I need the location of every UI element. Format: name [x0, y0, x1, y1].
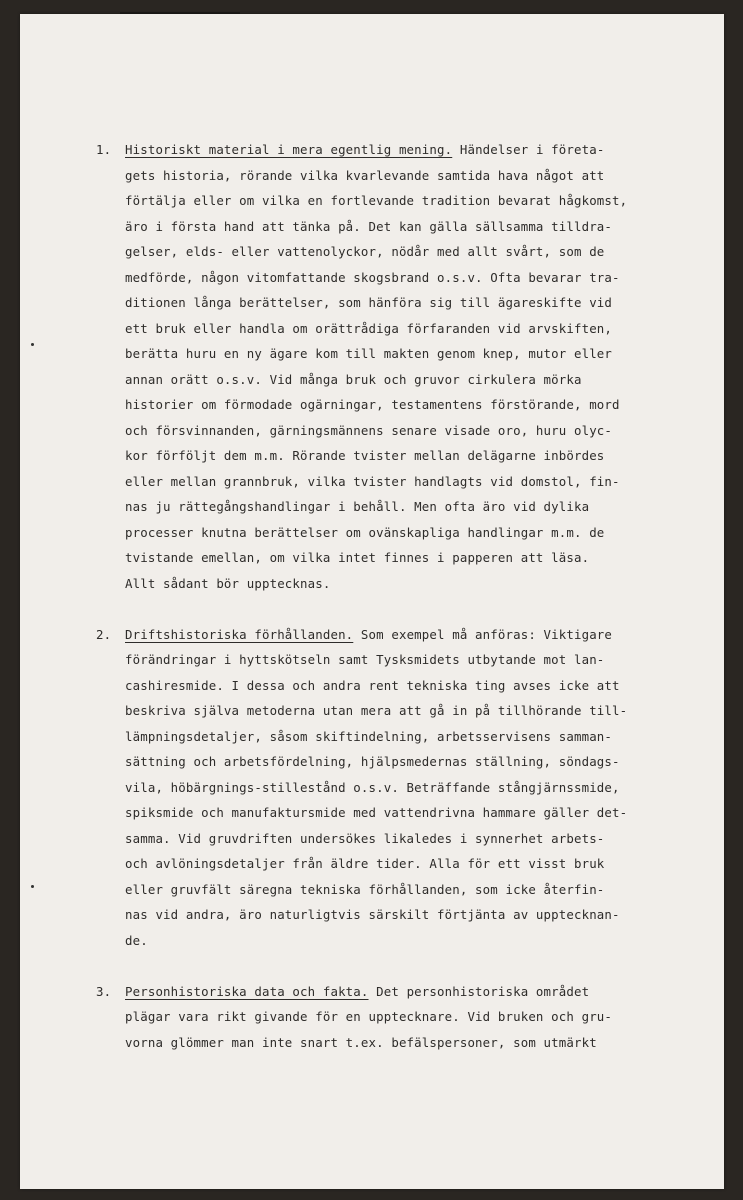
text-line: vorna glömmer man inte snart t.ex. befälspersoner, som utmärkt — [125, 1034, 597, 1050]
section-heading: Driftshistoriska förhållanden. — [125, 626, 354, 642]
section-heading-line — [96, 622, 686, 648]
text-line: och försvinnanden, gärningsmännens senare visade oro, huru olyc- — [125, 422, 613, 438]
text-line: gets historia, rörande vilka kvarlevande samtida hava något att — [125, 167, 605, 183]
section-gap — [96, 953, 686, 979]
text-line: nas ju rättegångshandlingar i behåll. Men ofta äro vid dylika — [125, 499, 590, 514]
text-line: och avlöningsdetaljer från äldre tider. Alla för ett visst bruk — [125, 856, 605, 871]
text-line: eller mellan grannbruk, vilka tvister handlagts vid domstol, fin- — [125, 473, 620, 489]
text-line: tvistande emellan, om vilka intet finnes i papperen att läsa. — [125, 550, 590, 565]
text-line: annan orätt o.s.v. Vid många bruk och gruvor cirkulera mörka — [125, 371, 582, 387]
text-line: berätta huru en ny ägare kom till makten genom knep, mutor eller — [125, 346, 613, 361]
text-line: förtälja eller om vilka en fortlevande tradition bevarat hågkomst, — [125, 193, 628, 208]
text-line: samma. Vid gruvdriften undersökes likaledes i synnerhet arbets- — [125, 830, 605, 846]
text-line: spiksmide och manufaktursmide med vattendrivna hammare gäller det- — [125, 805, 628, 820]
text-line: plägar vara rikt givande för en upptecknare. Vid bruken och gru- — [125, 1009, 613, 1024]
text-line: sättning och arbetsfördelning, hjälpsmedernas ställning, söndags- — [125, 754, 620, 769]
text-line: medförde, någon vitomfattande skogsbrand o.s.v. Ofta bevarar tra- — [125, 269, 620, 285]
section-heading-rest: Händelser i företa- — [452, 142, 605, 157]
text-line: äro i första hand att tänka på. Det kan gälla sällsamma tilldra- — [125, 218, 613, 234]
section-gap — [96, 596, 686, 622]
text-line: de. — [125, 932, 148, 948]
text-line: Allt sådant bör upptecknas. — [125, 575, 331, 591]
text-line: nas vid andra, äro naturligtvis särskilt förtjänta av upptecknan- — [125, 907, 620, 922]
text-line: gelser, elds- eller vattenolyckor, nödår med allt svårt, som de — [125, 244, 605, 259]
text-line: ett bruk eller handla om orättrådiga förfaranden vid arvskiften, — [125, 320, 613, 336]
text-line: ditionen långa berättelser, som hänföra sig till ägareskifte vid — [125, 295, 613, 310]
text-line: lämpningsdetaljer, såsom skiftindelning, arbetsservisens samman- — [125, 728, 613, 744]
text-line: eller gruvfält säregna tekniska förhållanden, som icke återfin- — [125, 881, 605, 897]
text-line: vila, höbärgnings-stillestånd o.s.v. Beträffande stångjärnssmide, — [125, 779, 620, 795]
margin-mark — [31, 885, 34, 888]
text-line: beskriva själva metoderna utan mera att gå in på tillhörande till- — [125, 703, 628, 718]
text-line: kor förföljt dem m.m. Rörande tvister mellan delägarne inbördes — [125, 448, 605, 463]
section-number: 2. — [96, 626, 112, 642]
section-heading: Historiskt material i mera egentlig mening. — [125, 142, 453, 157]
text-line: historier om förmodade ogärningar, testamentens förstörande, mord — [125, 397, 620, 412]
document-body — [96, 137, 686, 1055]
section-heading-line — [96, 137, 686, 163]
margin-mark — [31, 343, 34, 346]
section-heading-line — [96, 979, 686, 1005]
section-heading-rest: Som exempel må anföras: Viktigare — [353, 626, 613, 642]
text-line: processer knutna berättelser om ovänskapliga handlingar m.m. de — [125, 524, 605, 540]
section-heading-rest: Det personhistoriska området — [368, 983, 590, 999]
section-heading: Personhistoriska data och fakta. — [125, 983, 369, 999]
text-line: cashiresmide. I dessa och andra rent tekniska ting avses icke att — [125, 677, 620, 693]
section-number: 3. — [96, 983, 112, 999]
text-line: förändringar i hyttskötseln samt Tysksmidets utbytande mot lan- — [125, 652, 605, 667]
section-number: 1. — [96, 142, 112, 157]
